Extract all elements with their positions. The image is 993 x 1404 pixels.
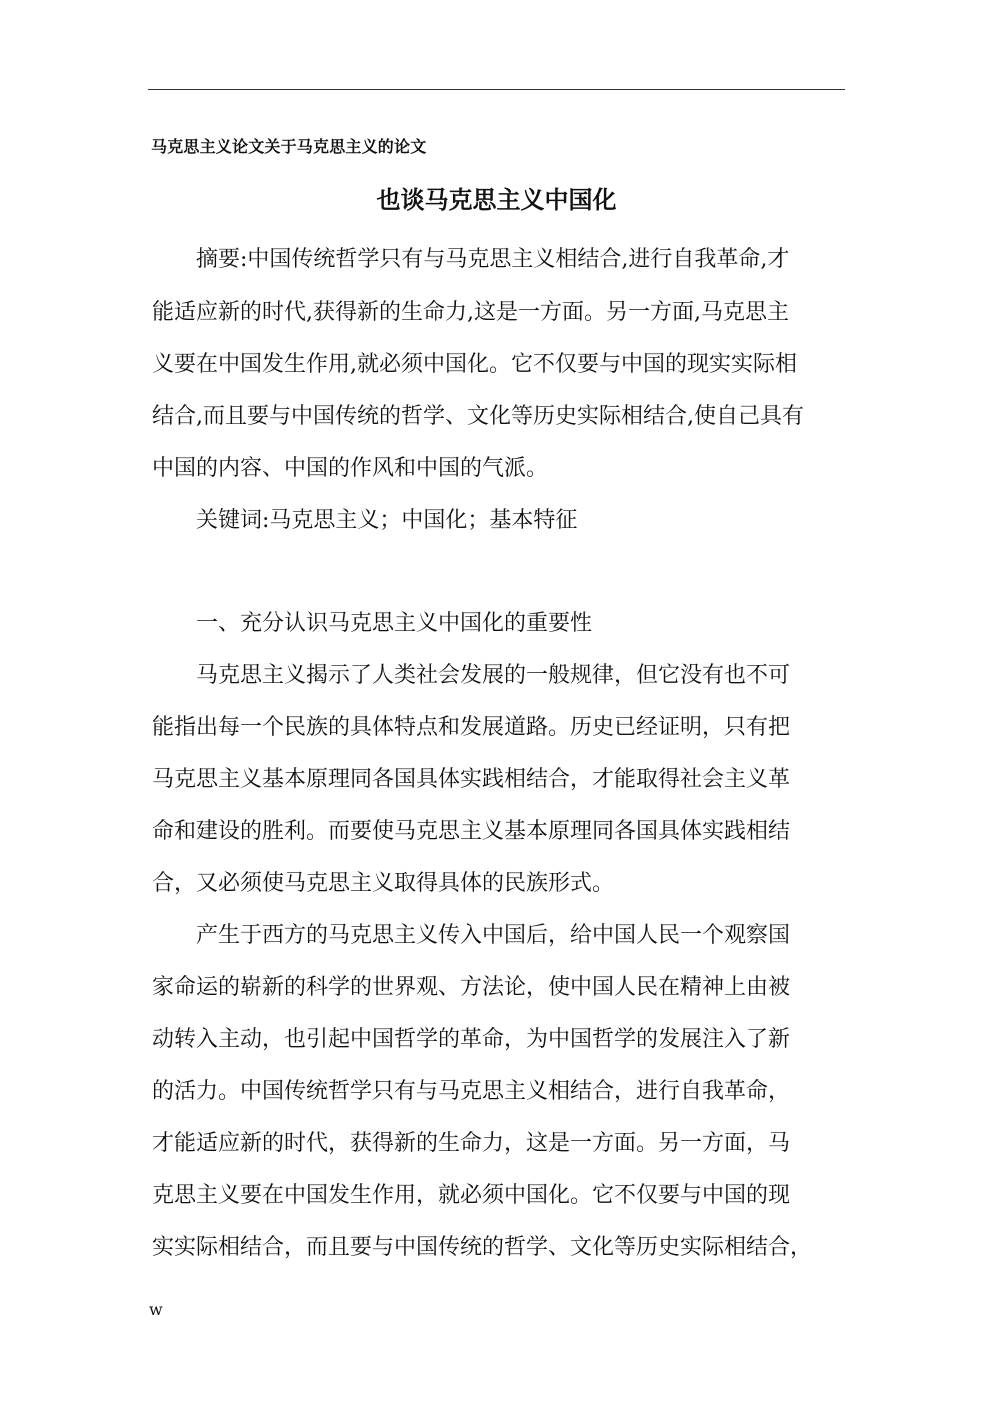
abstract-line: 中国的内容、中国的作风和中国的气派。 [152, 456, 549, 481]
keywords-line: 关键词:马克思主义；中国化；基本特征 [196, 508, 578, 533]
body-line: 的活力。中国传统哲学只有与马克思主义相结合，进行自我革命， [152, 1079, 791, 1104]
abstract-line: 结合,而且要与中国传统的哲学、文化等历史实际相结合,使自己具有 [152, 404, 804, 429]
abstract-line: 能适应新的时代,获得新的生命力,这是一方面。另一方面,马克思主 [152, 300, 789, 325]
body-line: 合，又必须使马克思主义取得具体的民族形式。 [152, 871, 615, 896]
body-line: 动转入主动，也引起中国哲学的革命，为中国哲学的发展注入了新 [152, 1027, 791, 1052]
running-header: 马克思主义论文关于马克思主义的论文 [151, 137, 427, 156]
footer-mark: w [149, 1300, 163, 1319]
body-line: 命和建设的胜利。而要使马克思主义基本原理同各国具体实践相结 [152, 819, 791, 844]
body-line: 家命运的崭新的科学的世界观、方法论，使中国人民在精神上由被 [152, 975, 791, 1000]
abstract-line: 义要在中国发生作用,就必须中国化。它不仅要与中国的现实实际相 [152, 352, 797, 377]
body-line: 才能适应新的时代，获得新的生命力，这是一方面。另一方面，马 [152, 1131, 791, 1156]
body-line: 产生于西方的马克思主义传入中国后，给中国人民一个观察国 [196, 923, 791, 948]
body-line: 马克思主义揭示了人类社会发展的一般规律，但它没有也不可 [196, 663, 791, 688]
section-heading: 一、充分认识马克思主义中国化的重要性 [196, 611, 593, 636]
body-line: 克思主义要在中国发生作用，就必须中国化。它不仅要与中国的现 [152, 1183, 791, 1208]
document-title: 也谈马克思主义中国化 [376, 185, 617, 214]
body-line: 能指出每一个民族的具体特点和发展道路。历史已经证明，只有把 [152, 715, 791, 740]
abstract-line: 摘要:中国传统哲学只有与马克思主义相结合,进行自我革命,才 [196, 247, 790, 272]
header-rule [148, 89, 845, 90]
body-line: 实实际相结合，而且要与中国传统的哲学、文化等历史实际相结合， [152, 1235, 813, 1260]
body-line: 马克思主义基本原理同各国具体实践相结合，才能取得社会主义革 [152, 767, 791, 792]
